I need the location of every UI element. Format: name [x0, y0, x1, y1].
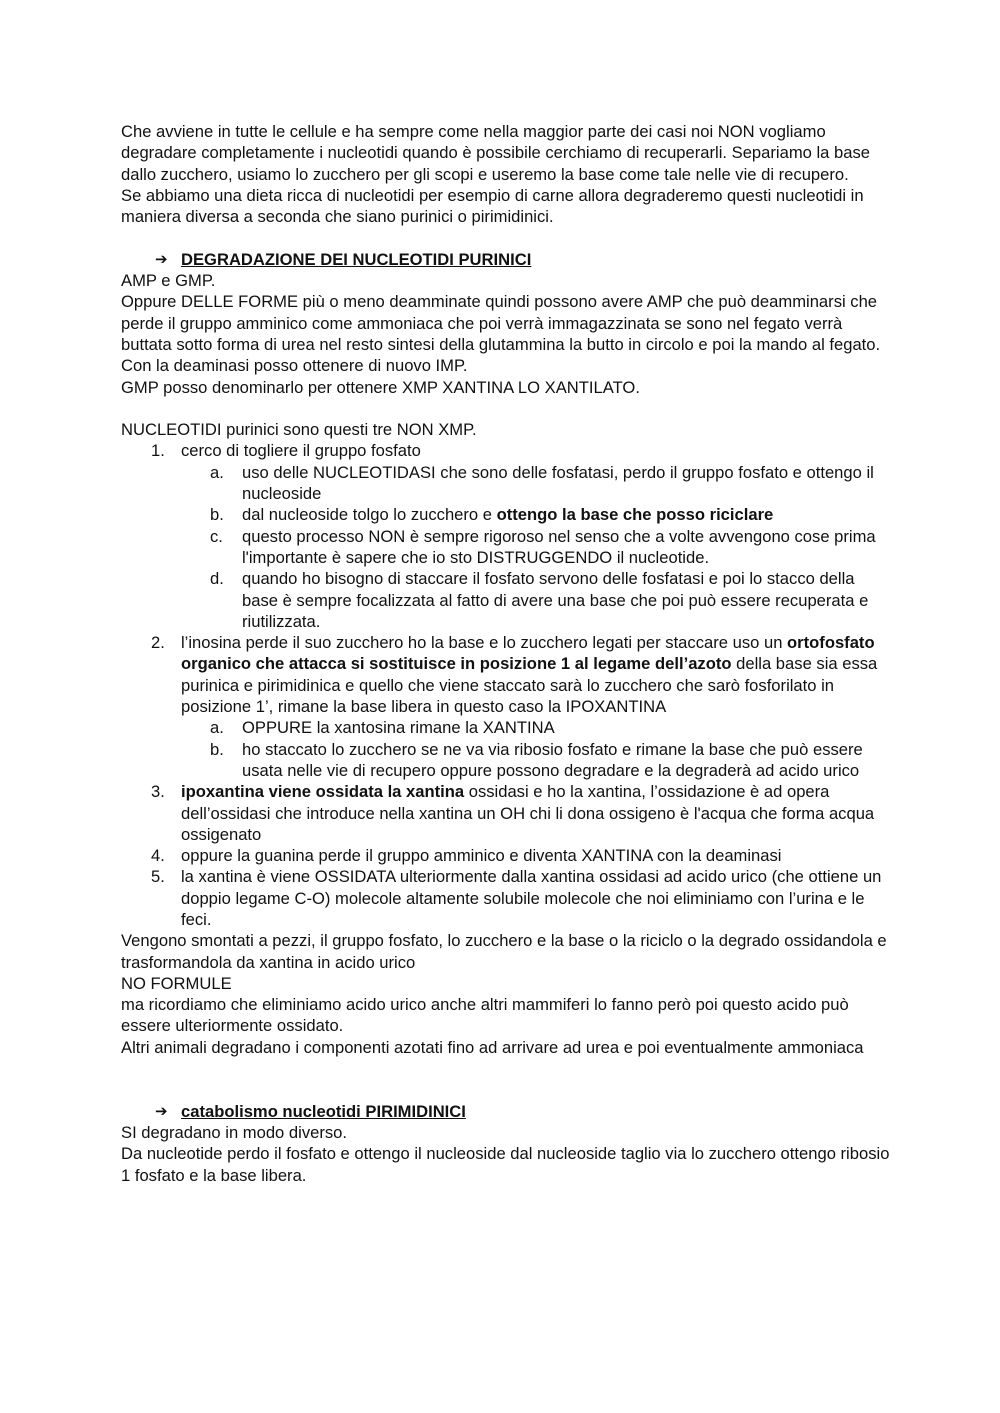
list-number: 3. [151, 782, 165, 802]
list-intro: NUCLEOTIDI purinici sono questi tre NON XMP. [121, 420, 477, 440]
list-letter: d. [210, 569, 224, 589]
list-letter: a. [210, 718, 224, 738]
list-item-3 [121, 781, 891, 845]
list-letter: a. [210, 462, 224, 482]
paragraph: AMP e GMP. [121, 271, 216, 291]
arrow-right-icon: ➔ [155, 249, 168, 268]
list-item-text: cerco di togliere il gruppo fosfato [181, 441, 421, 461]
list-item-text: ossidasi e ho la xantina, l’ossidazione è ad opera dell’ossidasi che introduce nella xantina un OH chi li dona ossigeno è l'acqua che forma acqua ossigenato [181, 782, 875, 844]
list-item-2a [121, 717, 891, 738]
paragraph: GMP posso denominarlo per ottenere XMP XANTINA LO XANTILATO. [121, 377, 640, 397]
list-item-text: oppure la guanina perde il gruppo amminico e diventa XANTINA con la deaminasi [181, 846, 782, 866]
paragraph: SI degradano in modo diverso. [121, 1122, 348, 1142]
list-item-1c [121, 526, 891, 569]
list-item-text: questo processo NON è sempre rigoroso nel senso che a volte avvengono cose prima l'importante è sapere che io sto DISTRUGGENDO il nucleotide. [242, 526, 876, 567]
list-item-1 [121, 440, 891, 461]
list-item-1d [121, 568, 891, 632]
document-page [121, 121, 891, 1186]
paragraph: Da nucleotide perdo il fosfato e ottengo il nucleoside dal nucleoside taglio via lo zucchero ottengo ribosio 1 fosfato e la base libera. [121, 1144, 890, 1185]
list-number: 1. [151, 441, 165, 461]
list-letter: b. [210, 505, 224, 525]
section-heading-purine [121, 249, 891, 270]
intro-paragraph-1: Che avviene in tutte le cellule e ha sempre come nella maggior parte dei casi noi NON vogliamo degradare completamente i nucleotidi quando è possibile cerchiamo di recuperarli. Separiamo la base dallo zucchero, usiamo lo zucchero per gli scopi e useremo la base come tale nelle vie di recupero. [121, 122, 870, 184]
paragraph: NO FORMULE [121, 973, 232, 993]
list-item-4 [121, 845, 891, 866]
intro-paragraph-2: Se abbiamo una dieta ricca di nucleotidi per esempio di carne allora degraderemo questi nucleotidi in maniera diversa a seconda che siano purinici o pirimidinici. [121, 185, 864, 227]
list-item-text: la xantina è viene OSSIDATA ulteriormente dalla xantina ossidasi ad acido urico (che ottiene un doppio legame C-O) molecole altamente solubile molecole che noi eliminiamo con l’urina e le feci. [181, 867, 882, 929]
list-item-1b [121, 504, 891, 525]
emphasis-text: ottengo la base che posso riciclare [496, 505, 774, 525]
list-item-text: della base sia essa purinica e pirimidinica e quello che viene staccato sarà lo zucchero che sarò fosforilato in posizione 1’, rimane la base libera in questo caso la IPOXANTINA [181, 654, 878, 717]
list-item-1a [121, 462, 891, 505]
list-number: 5. [151, 867, 165, 887]
list-item-5 [121, 866, 891, 930]
section-title: DEGRADAZIONE DEI NUCLEOTIDI PURINICI [181, 249, 532, 269]
section-heading-pyrimidine [121, 1101, 891, 1122]
list-letter: c. [210, 526, 223, 546]
emphasis-text: ortofosfato organico che attacca si sostituisce in posizione 1 al legame dell’azoto [181, 633, 875, 674]
list-item-text: OPPURE la xantosina rimane la XANTINA [242, 718, 555, 738]
paragraph: Vengono smontati a pezzi, il gruppo fosfato, lo zucchero e la base o la riciclo o la degrado ossidandola e trasformandola da xantina in acido urico [121, 931, 887, 972]
section-title: catabolismo nucleotidi PIRIMIDINICI [181, 1101, 466, 1121]
list-item-text: ho staccato lo zucchero se ne va via ribosio fosfato e rimane la base che può essere usata nelle vie di recupero oppure possono degradare e la degraderà ad acido urico [242, 739, 863, 780]
list-number: 2. [151, 633, 165, 653]
paragraph: Con la deaminasi posso ottenere di nuovo IMP. [121, 356, 468, 376]
paragraph: ma ricordiamo che eliminiamo acido urico anche altri mammiferi lo fanno però poi questo acido può essere ulteriormente ossidato. [121, 995, 849, 1036]
list-item-text: quando ho bisogno di staccare il fosfato servono delle fosfatasi e poi lo stacco della base è sempre focalizzata al fatto di avere una base che poi può essere recuperata e riutilizzata. [242, 569, 869, 631]
list-letter: b. [210, 739, 224, 759]
paragraph: Oppure DELLE FORME più o meno deamminate quindi possono avere AMP che può deamminarsi che perde il gruppo amminico come ammoniaca che poi verrà immagazzinata se sono nel fegato verrà buttata sotto forma di urea nel resto sintesi della glutammina la butto in circolo e poi la mando al fegato. [121, 292, 881, 354]
list-item-text: uso delle NUCLEOTIDASI che sono delle fosfatasi, perdo il gruppo fosfato e ottengo il nucleoside [242, 462, 874, 504]
arrow-right-icon: ➔ [155, 1101, 168, 1120]
paragraph: Altri animali degradano i componenti azotati fino ad arrivare ad urea e poi eventualmente ammoniaca [121, 1037, 864, 1057]
list-item-text: dal nucleoside tolgo lo zucchero e [242, 505, 497, 525]
list-number: 4. [151, 846, 165, 866]
emphasis-text: ipoxantina viene ossidata la xantina [181, 782, 465, 802]
list-item-text: l’inosina perde il suo zucchero ho la base e lo zucchero legati per staccare uso un [181, 633, 788, 653]
list-item-2b [121, 739, 891, 782]
list-item-2 [121, 632, 891, 717]
